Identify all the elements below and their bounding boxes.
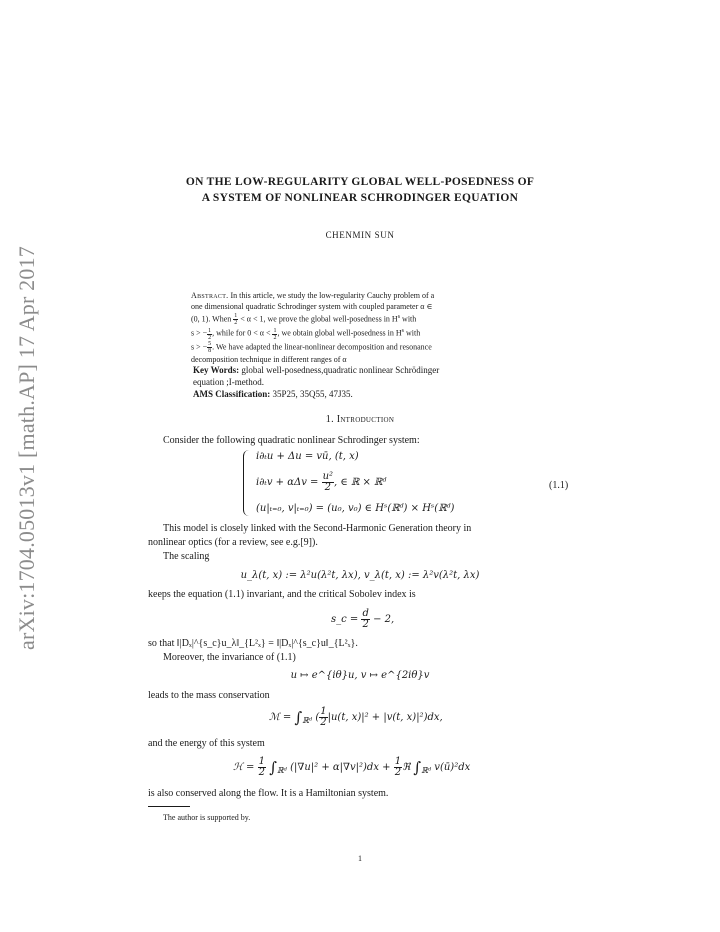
- footnote-rule: [148, 806, 190, 807]
- equation-line1: i∂ₜu + Δu = vū, (t, x): [256, 451, 359, 462]
- abstract-line2: one dimensional quadratic Schrodinger system with coupled parameter α ∈: [191, 302, 433, 311]
- paragraph-hamiltonian: is also conserved along the flow. It is a Hamiltonian system.: [148, 788, 389, 799]
- paragraph-model-cont: nonlinear optics (for a review, see e.g.[9]).: [148, 537, 318, 548]
- paragraph-model: This model is closely linked with the Second-Harmonic Generation theory in: [163, 523, 472, 534]
- abstract-line5: s > − $\frac{5}{8}$ . We have adapted the linear-nonlinear decomposition and resonance: [191, 340, 432, 354]
- paragraph-so-that: so that ‖|Dₓ|^{s_c}u_λ‖_{L²ₓ} = ‖|Dₓ|^{s_c}u‖_{L²ₓ}.: [148, 638, 358, 649]
- arxiv-side-stamp: arXiv:1704.05013v1 [math.AP] 17 Apr 2017: [14, 246, 39, 650]
- paper-title-line2: A SYSTEM OF NONLINEAR SCHRODINGER EQUATION: [201, 192, 519, 204]
- page-number: 1: [358, 854, 362, 863]
- author-name: CHENMIN SUN: [325, 230, 395, 240]
- abstract-line6: decomposition technique in different ranges of α: [191, 354, 347, 364]
- paragraph-invariant: keeps the equation (1.1) invariant, and the critical Sobolev index is: [148, 589, 416, 600]
- paragraph-mass: leads to the mass conservation: [148, 690, 270, 701]
- equation-critical-index: s_c = $\frac{d}{2}$ − 2,: [331, 608, 395, 630]
- equation-scaling: u_λ(t, x) := λ²u(λ²t, λx), v_λ(t, x) := λ²v(λ²t, λx): [240, 570, 480, 581]
- equation-phase: u ↦ e^{iθ}u, v ↦ e^{2iθ}v: [290, 670, 430, 681]
- key-words: Key Words: global well-posedness,quadratic nonlinear Schrödinger equation ;I-method. AMS Classification: 35P25, 35Q55, 47J35.: [193, 365, 440, 399]
- equation-line2: i∂ₜv + αΔv = $\frac{\text{u²}}{2}$ , ∈ ℝ × ℝᵈ: [256, 471, 387, 493]
- paragraph-intro: Consider the following quadratic nonlinear Schrodinger system:: [163, 435, 420, 446]
- abstract-line1: Abstract. In this article, we study the low-regularity Cauchy problem of a: [191, 291, 435, 300]
- fraction-half: $\frac{1}{2}$: [234, 313, 238, 327]
- paragraph-scaling: The scaling: [163, 551, 210, 562]
- paper-title-line1: ON THE LOW-REGULARITY GLOBAL WELL-POSEDNESS OF: [185, 176, 535, 188]
- footnote: The author is supported by.: [163, 813, 251, 822]
- abstract-line3: (0, 1). When $\frac{1}{2}$ < α < 1, we prove the global well-posedness in $H^s$ with: [191, 313, 417, 327]
- equation-energy: ℋ = $\frac{1}{2}$ $\int_{ℝᵈ}$ (|∇u|² + α|∇v|²)dx + $\frac{1}{2}$ ℜ $\int_{ℝᵈ}$ v(ū)²dx: [233, 756, 471, 778]
- abstract: [191, 290, 529, 365]
- key-words-label: Key Words:: [193, 365, 240, 375]
- equation-line3: (u|ₜ₌₀, v|ₜ₌₀) = (u₀, v₀) ∈ Hˢ(ℝᵈ) × Hˢ(ℝᵈ): [256, 503, 455, 514]
- paragraph-moreover: Moreover, the invariance of (1.1): [163, 652, 296, 663]
- equation-tag: (1.1): [549, 480, 569, 491]
- ams-label: AMS Classification:: [193, 389, 271, 399]
- paragraph-energy: and the energy of this system: [148, 738, 265, 749]
- integral-sign: ∫: [294, 708, 303, 727]
- abstract-line4: s > − $\frac{1}{2}$ , while for 0 < α < $\frac{1}{2}$ , we obtain global well-posedness in $H^s$ with: [191, 327, 421, 341]
- section-heading: 1. Introduction: [325, 414, 395, 425]
- system-brace: [243, 450, 250, 516]
- abstract-label: Abstract.: [191, 291, 229, 300]
- equation-mass: ℳ = $\int_{ℝᵈ}$ ( $\frac{1}{2}$ |u(t, x)|² + |v(t, x)|²)dx,: [269, 706, 443, 728]
